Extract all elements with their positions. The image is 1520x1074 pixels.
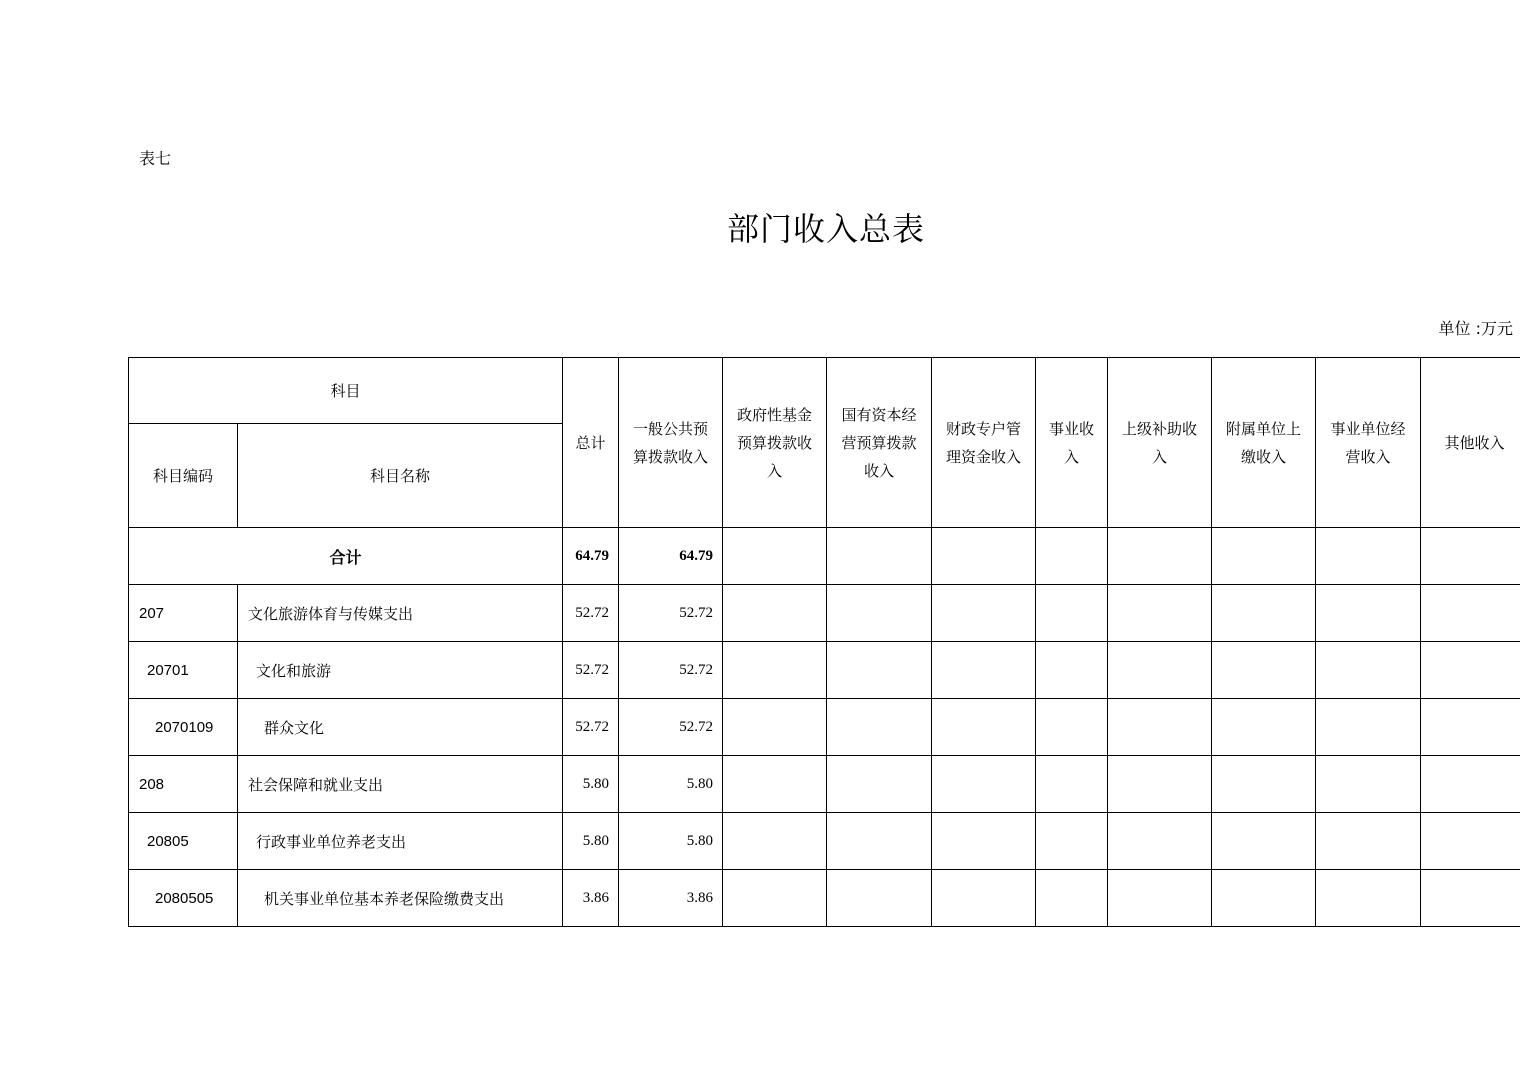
- empty-cell: [932, 585, 1036, 642]
- subject-code-cell: 2070109: [129, 699, 238, 756]
- total-row-general-budget: 64.79: [619, 528, 723, 585]
- empty-cell: [1421, 870, 1520, 927]
- empty-cell: [1108, 642, 1212, 699]
- col-header-other-income: 其他收入: [1421, 358, 1520, 528]
- subject-code-cell: 208: [129, 756, 238, 813]
- subject-name-cell: 机关事业单位基本养老保险缴费支出: [238, 870, 563, 927]
- subject-code-cell: 20701: [129, 642, 238, 699]
- col-header-fiscal-special-account: 财政专户管 理资金收入: [932, 358, 1036, 528]
- col-header-affiliated-remittance: 附属单位上 缴收入: [1212, 358, 1316, 528]
- empty-cell: [1212, 528, 1316, 585]
- empty-cell: [723, 585, 827, 642]
- subject-name-cell: 文化旅游体育与传媒支出: [238, 585, 563, 642]
- total-row: [129, 528, 1520, 585]
- empty-cell: [1036, 642, 1108, 699]
- col-header-government-fund: 政府性基金 预算拨款收 入: [723, 358, 827, 528]
- table-row: [129, 642, 1520, 699]
- subject-name-cell: 群众文化: [238, 699, 563, 756]
- empty-cell: [827, 870, 932, 927]
- empty-cell: [723, 813, 827, 870]
- table-row: [129, 756, 1520, 813]
- total-cell: 5.80: [563, 756, 619, 813]
- total-cell: 52.72: [563, 642, 619, 699]
- subject-name-header: 科目名称: [238, 424, 563, 528]
- general-budget-cell: 5.80: [619, 813, 723, 870]
- empty-cell: [932, 813, 1036, 870]
- subject-name-cell: 行政事业单位养老支出: [238, 813, 563, 870]
- general-budget-cell: 52.72: [619, 699, 723, 756]
- total-cell: 52.72: [563, 699, 619, 756]
- empty-cell: [1212, 813, 1316, 870]
- subject-group-header: 科目: [129, 358, 563, 424]
- empty-cell: [1316, 528, 1421, 585]
- subject-code-cell: 2080505: [129, 870, 238, 927]
- empty-cell: [932, 528, 1036, 585]
- col-header-state-capital: 国有资本经 营预算拨款 收入: [827, 358, 932, 528]
- empty-cell: [723, 870, 827, 927]
- empty-cell: [1316, 585, 1421, 642]
- empty-cell: [1108, 756, 1212, 813]
- empty-cell: [1212, 585, 1316, 642]
- subject-code-cell: 20805: [129, 813, 238, 870]
- table-row: [129, 813, 1520, 870]
- empty-cell: [1108, 813, 1212, 870]
- empty-cell: [1212, 756, 1316, 813]
- income-summary-table: [128, 357, 1520, 927]
- empty-cell: [1036, 585, 1108, 642]
- empty-cell: [932, 699, 1036, 756]
- col-header-business-income: 事业收 入: [1036, 358, 1108, 528]
- col-header-superior-subsidy: 上级补助收 入: [1108, 358, 1212, 528]
- empty-cell: [1036, 870, 1108, 927]
- empty-cell: [1036, 699, 1108, 756]
- subject-name-cell: 文化和旅游: [238, 642, 563, 699]
- col-header-general-budget: 一般公共预 算拨款收入: [619, 358, 723, 528]
- empty-cell: [1108, 699, 1212, 756]
- empty-cell: [1316, 642, 1421, 699]
- empty-cell: [1316, 813, 1421, 870]
- empty-cell: [723, 642, 827, 699]
- subject-code-cell: 207: [129, 585, 238, 642]
- empty-cell: [723, 756, 827, 813]
- total-cell: 3.86: [563, 870, 619, 927]
- unit-label: 单位 :万元: [1438, 319, 1513, 338]
- total-label: 合计: [129, 528, 563, 585]
- total-cell: 52.72: [563, 585, 619, 642]
- table-row: [129, 870, 1520, 927]
- empty-cell: [1421, 756, 1520, 813]
- empty-cell: [827, 813, 932, 870]
- empty-cell: [1108, 528, 1212, 585]
- table-label: 表七: [139, 149, 172, 168]
- empty-cell: [827, 699, 932, 756]
- empty-cell: [1036, 528, 1108, 585]
- general-budget-cell: 5.80: [619, 756, 723, 813]
- empty-cell: [1316, 699, 1421, 756]
- empty-cell: [827, 642, 932, 699]
- empty-cell: [1108, 870, 1212, 927]
- empty-cell: [932, 642, 1036, 699]
- empty-cell: [1316, 756, 1421, 813]
- empty-cell: [932, 756, 1036, 813]
- empty-cell: [1421, 585, 1520, 642]
- total-cell: 5.80: [563, 813, 619, 870]
- empty-cell: [1421, 699, 1520, 756]
- header-row-1: [129, 358, 1520, 424]
- subject-code-header: 科目编码: [129, 424, 238, 528]
- empty-cell: [1421, 813, 1520, 870]
- empty-cell: [1421, 528, 1520, 585]
- empty-cell: [932, 870, 1036, 927]
- empty-cell: [1212, 642, 1316, 699]
- empty-cell: [1036, 813, 1108, 870]
- empty-cell: [723, 699, 827, 756]
- general-budget-cell: 52.72: [619, 585, 723, 642]
- table-row: [129, 585, 1520, 642]
- empty-cell: [1036, 756, 1108, 813]
- empty-cell: [1421, 642, 1520, 699]
- empty-cell: [827, 528, 932, 585]
- general-budget-cell: 52.72: [619, 642, 723, 699]
- page-title: 部门收入总表: [726, 210, 925, 248]
- table-row: [129, 699, 1520, 756]
- empty-cell: [1108, 585, 1212, 642]
- empty-cell: [827, 756, 932, 813]
- subject-name-cell: 社会保障和就业支出: [238, 756, 563, 813]
- col-header-operating-income: 事业单位经 营收入: [1316, 358, 1421, 528]
- total-row-total: 64.79: [563, 528, 619, 585]
- col-header-total: 总计: [563, 358, 619, 528]
- empty-cell: [1316, 870, 1421, 927]
- empty-cell: [827, 585, 932, 642]
- empty-cell: [723, 528, 827, 585]
- empty-cell: [1212, 870, 1316, 927]
- empty-cell: [1212, 699, 1316, 756]
- general-budget-cell: 3.86: [619, 870, 723, 927]
